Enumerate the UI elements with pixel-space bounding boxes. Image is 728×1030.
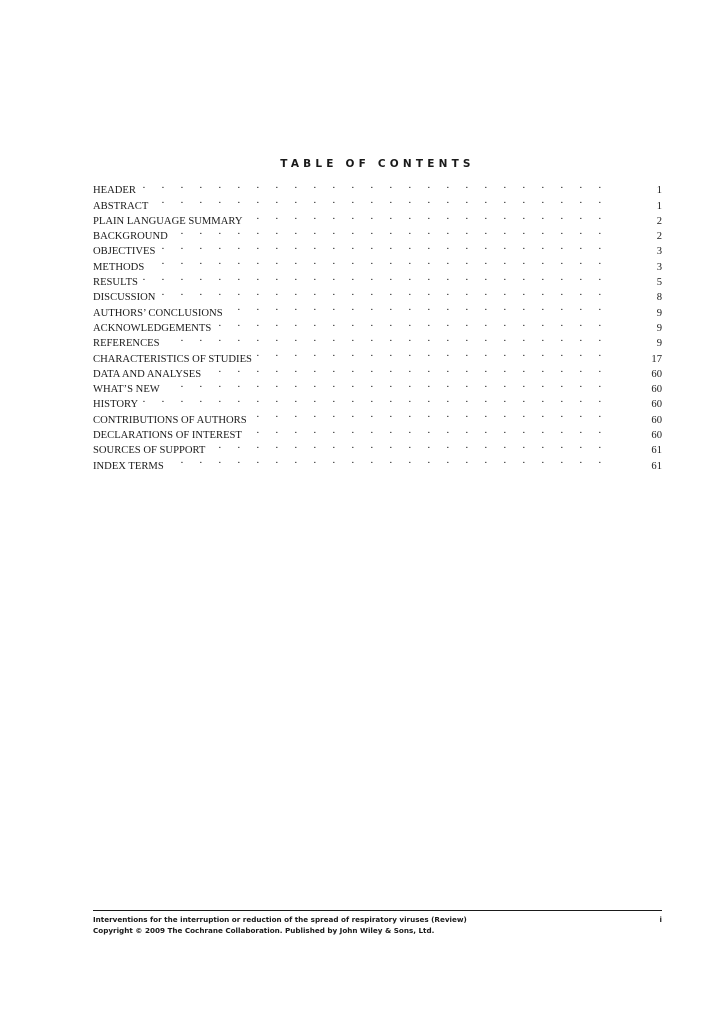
toc-leader-dots bbox=[148, 254, 608, 269]
toc-leader-dots bbox=[142, 392, 608, 407]
footer-page-number: i bbox=[659, 915, 662, 924]
footer-divider bbox=[93, 910, 662, 911]
toc-title: TABLE OF CONTENTS bbox=[280, 158, 475, 170]
toc-leader-dots bbox=[140, 178, 608, 193]
toc-leader-dots bbox=[159, 285, 608, 300]
toc-entry-page: 2 bbox=[656, 215, 662, 227]
toc-entry-index-terms[interactable] bbox=[93, 453, 662, 472]
toc-entry-label: HEADER bbox=[93, 185, 136, 197]
toc-entry-page: 60 bbox=[651, 399, 662, 411]
toc-leader-dots bbox=[247, 209, 609, 224]
toc-entry-label: INDEX TERMS bbox=[93, 460, 164, 472]
toc-entry-label: SOURCES OF SUPPORT bbox=[93, 445, 206, 457]
toc-leader-dots bbox=[256, 346, 608, 361]
toc-entry-page: 60 bbox=[651, 414, 662, 426]
toc-entry-page: 61 bbox=[651, 445, 662, 457]
toc-entry-label: OBJECTIVES bbox=[93, 246, 156, 258]
toc-leader-dots bbox=[164, 377, 608, 392]
toc-entry-page: 9 bbox=[656, 307, 662, 319]
toc-entry-page: 1 bbox=[656, 185, 662, 197]
toc-entry-page: 9 bbox=[656, 338, 662, 350]
toc-entry-page: 3 bbox=[656, 261, 662, 273]
toc-leader-dots bbox=[164, 331, 608, 346]
toc-entry-page: 60 bbox=[651, 384, 662, 396]
toc-leader-dots bbox=[227, 300, 608, 315]
toc-entry-label: DECLARATIONS OF INTEREST bbox=[93, 430, 242, 442]
toc-entry-results[interactable] bbox=[93, 270, 662, 289]
toc-entry-methods[interactable] bbox=[93, 254, 662, 273]
toc-leader-dots bbox=[152, 193, 608, 208]
toc-entry-label: METHODS bbox=[93, 261, 145, 273]
toc-entry-page: 2 bbox=[656, 231, 662, 243]
footer-review-title: Interventions for the interruption or reduction of the spread of respiratory viruses (Review) bbox=[93, 915, 467, 924]
toc-entry-label: ACKNOWLEDGEMENTS bbox=[93, 322, 212, 334]
toc-leader-dots bbox=[209, 438, 608, 453]
toc-entry-label: BACKGROUND bbox=[93, 231, 168, 243]
toc-leader-dots bbox=[142, 270, 608, 285]
toc-entry-page: 3 bbox=[656, 246, 662, 258]
toc-entry-page: 9 bbox=[656, 322, 662, 334]
toc-entry-label: RESULTS bbox=[93, 277, 138, 289]
toc-entry-history[interactable] bbox=[93, 392, 662, 411]
toc-entry-label: PLAIN LANGUAGE SUMMARY bbox=[93, 215, 243, 227]
toc-entry-discussion[interactable] bbox=[93, 285, 662, 304]
toc-entry-references[interactable] bbox=[93, 331, 662, 350]
toc-entry-label: WHAT’S NEW bbox=[93, 384, 160, 396]
toc-entry-whats-new[interactable] bbox=[93, 377, 662, 396]
toc-entry-page: 60 bbox=[651, 430, 662, 442]
toc-entry-authors-conclusions[interactable] bbox=[93, 300, 662, 319]
footer-title-row bbox=[93, 914, 662, 925]
toc-entry-label: DATA AND ANALYSES bbox=[93, 368, 202, 380]
toc-entry-page: 17 bbox=[651, 353, 662, 365]
toc-entry-header[interactable] bbox=[93, 178, 662, 197]
toc-entry-label: REFERENCES bbox=[93, 338, 160, 350]
toc-entry-background[interactable] bbox=[93, 224, 662, 243]
toc-entry-objectives[interactable] bbox=[93, 239, 662, 258]
footer-copyright: Copyright © 2009 The Cochrane Collaboration. Published by John Wiley & Sons, Ltd. bbox=[93, 926, 435, 935]
toc-list bbox=[93, 178, 662, 472]
toc-entry-page: 5 bbox=[656, 277, 662, 289]
toc-leader-dots bbox=[246, 423, 608, 438]
toc-entry-plain-language-summary[interactable] bbox=[93, 209, 662, 227]
toc-entry-label: CHARACTERISTICS OF STUDIES bbox=[93, 353, 252, 365]
toc-leader-dots bbox=[172, 224, 608, 239]
toc-entry-label: ABSTRACT bbox=[93, 200, 149, 212]
toc-leader-dots bbox=[168, 453, 608, 468]
toc-leader-dots bbox=[215, 316, 608, 331]
toc-leader-dots bbox=[205, 362, 608, 377]
toc-entry-label: AUTHORS’ CONCLUSIONS bbox=[93, 307, 223, 319]
toc-leader-dots bbox=[251, 407, 608, 422]
toc-entry-page: 8 bbox=[656, 292, 662, 304]
toc-entry-characteristics-of-studies[interactable] bbox=[93, 346, 662, 365]
toc-entry-label: HISTORY bbox=[93, 399, 139, 411]
toc-leader-dots bbox=[159, 239, 608, 254]
toc-entry-label: DISCUSSION bbox=[93, 292, 156, 304]
toc-entry-page: 1 bbox=[656, 200, 662, 212]
toc-entry-abstract[interactable] bbox=[93, 193, 662, 212]
toc-entry-contributions-of-authors[interactable] bbox=[93, 407, 662, 426]
toc-entry-page: 60 bbox=[651, 368, 662, 380]
toc-entry-page: 61 bbox=[651, 460, 662, 472]
toc-entry-label: CONTRIBUTIONS OF AUTHORS bbox=[93, 414, 247, 426]
